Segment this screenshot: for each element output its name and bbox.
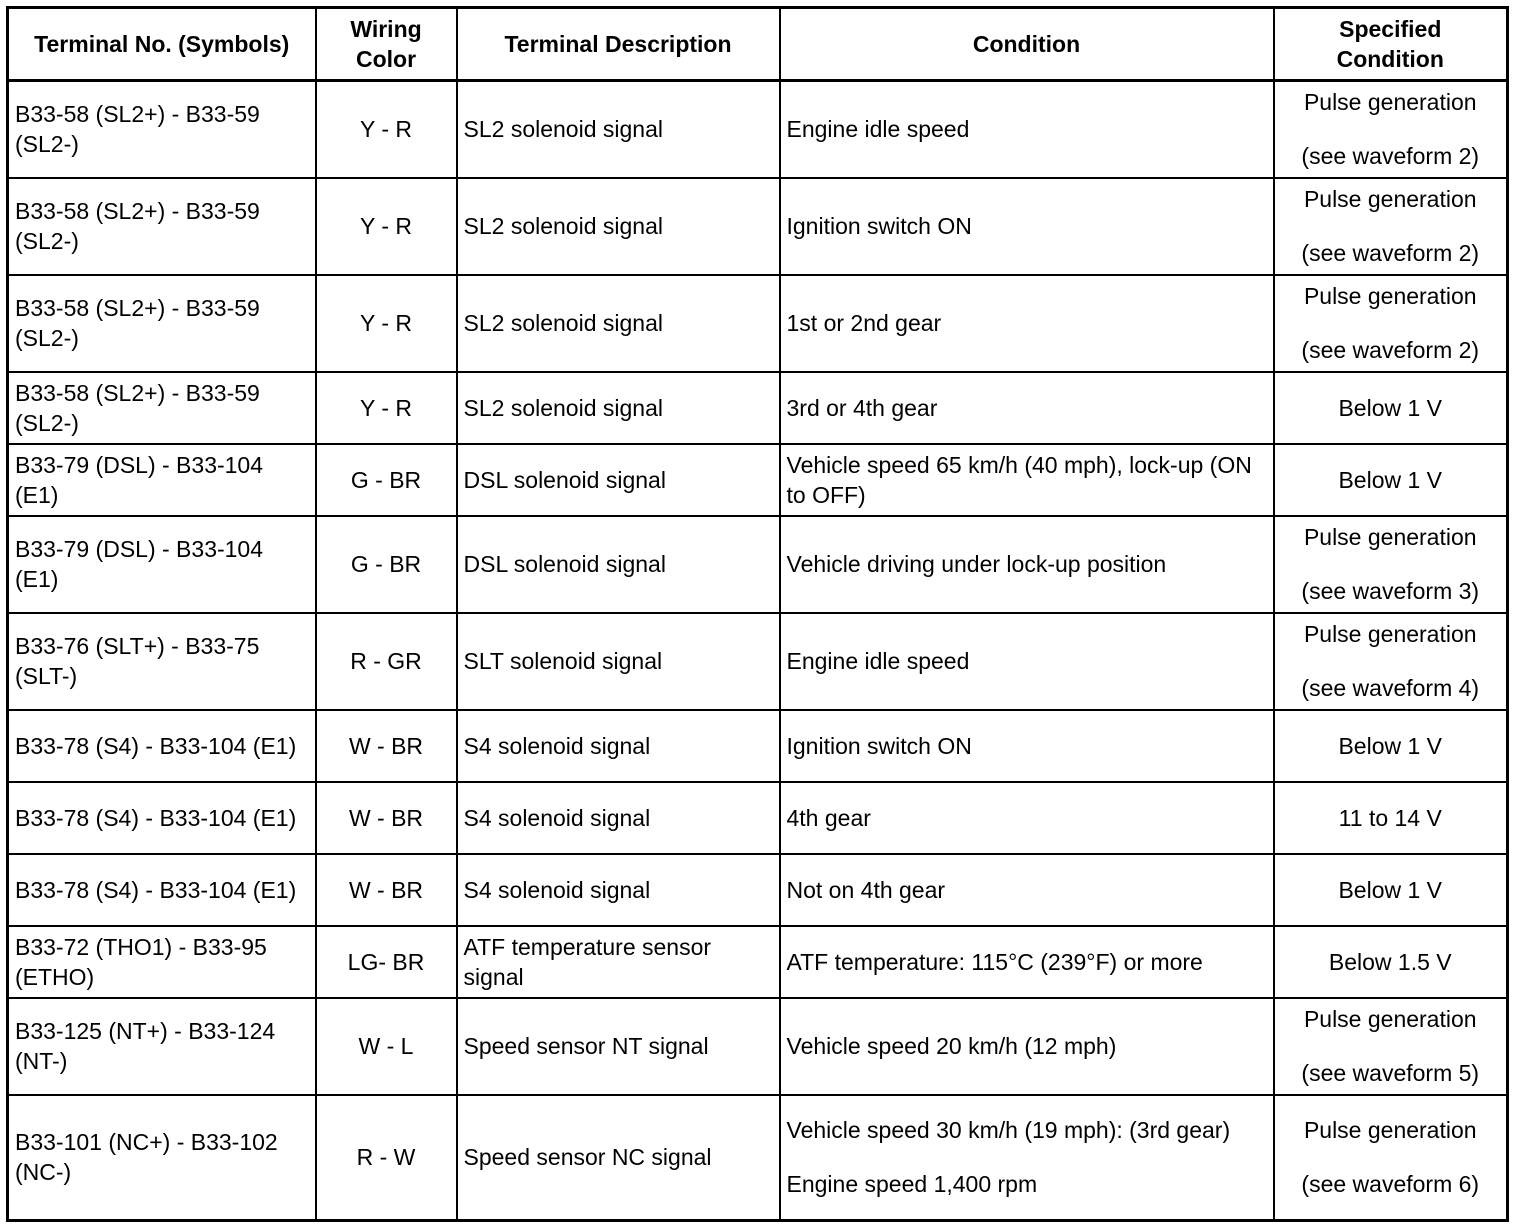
cell-wiring-color: W - BR (316, 782, 457, 854)
cell-terminal: B33-58 (SL2+) - B33-59 (SL2-) (8, 275, 316, 372)
cell-description: Speed sensor NC signal (457, 1095, 780, 1221)
spec-line1: Pulse generation (1303, 621, 1477, 647)
spec-line1: Pulse generation (1303, 89, 1477, 116)
cell-condition (780, 1095, 1274, 1221)
spec-line2: (see waveform 4) (1301, 675, 1480, 701)
cell-specified: Below 1.5 V (1274, 926, 1508, 998)
table-row (8, 710, 1508, 782)
cell-condition: Not on 4th gear (780, 854, 1274, 926)
cell-specified: Below 1 V (1274, 372, 1508, 444)
cell-specified (1274, 998, 1508, 1095)
cell-wiring-color: W - BR (316, 710, 457, 782)
cell-terminal: B33-72 (THO1) - B33-95 (ETHO) (8, 926, 316, 998)
header-terminal: Terminal No. (Symbols) (8, 8, 316, 81)
cell-terminal: B33-125 (NT+) - B33-124 (NT-) (8, 998, 316, 1095)
cell-specified (1274, 1095, 1508, 1221)
header-wiring-color-line2: Color (355, 46, 417, 72)
cell-description: S4 solenoid signal (457, 710, 780, 782)
table-row (8, 1095, 1508, 1221)
spec-line2: (see waveform 2) (1301, 337, 1480, 363)
table-row (8, 444, 1508, 516)
cell-terminal: B33-78 (S4) - B33-104 (E1) (8, 854, 316, 926)
cell-condition: 1st or 2nd gear (780, 275, 1274, 372)
cell-description: DSL solenoid signal (457, 444, 780, 516)
condition-line1: Vehicle speed 30 km/h (19 mph): (3rd gear) (786, 1117, 1231, 1144)
cell-specified (1274, 81, 1508, 178)
table-row (8, 613, 1508, 710)
cell-terminal: B33-79 (DSL) - B33-104 (E1) (8, 444, 316, 516)
spec-line2: (see waveform 6) (1301, 1171, 1480, 1198)
table-row (8, 516, 1508, 613)
table-row (8, 178, 1508, 275)
cell-terminal: B33-78 (S4) - B33-104 (E1) (8, 710, 316, 782)
cell-description: SLT solenoid signal (457, 613, 780, 710)
cell-description: S4 solenoid signal (457, 854, 780, 926)
cell-condition: Vehicle speed 20 km/h (12 mph) (780, 998, 1274, 1095)
cell-condition: Ignition switch ON (780, 178, 1274, 275)
cell-wiring-color: W - BR (316, 854, 457, 926)
header-wiring-color (316, 8, 457, 81)
cell-terminal: B33-58 (SL2+) - B33-59 (SL2-) (8, 178, 316, 275)
cell-specified (1274, 613, 1508, 710)
table-row (8, 275, 1508, 372)
cell-terminal: B33-79 (DSL) - B33-104 (E1) (8, 516, 316, 613)
spec-line2: (see waveform 5) (1301, 1060, 1480, 1086)
cell-specified: 11 to 14 V (1274, 782, 1508, 854)
cell-condition: 3rd or 4th gear (780, 372, 1274, 444)
header-specified-line2: Condition (1336, 46, 1444, 72)
cell-description: S4 solenoid signal (457, 782, 780, 854)
cell-condition: ATF temperature: 115°C (239°F) or more (780, 926, 1274, 998)
header-specified-condition (1274, 8, 1508, 81)
cell-wiring-color: Y - R (316, 81, 457, 178)
spec-line1: Pulse generation (1303, 283, 1477, 309)
table-row (8, 81, 1508, 178)
cell-terminal: B33-58 (SL2+) - B33-59 (SL2-) (8, 372, 316, 444)
cell-wiring-color: LG- BR (316, 926, 457, 998)
cell-condition: Engine idle speed (780, 81, 1274, 178)
cell-wiring-color: W - L (316, 998, 457, 1095)
spec-line1: Pulse generation (1303, 1006, 1477, 1032)
spec-line2: (see waveform 2) (1301, 143, 1480, 170)
spec-line1: Pulse generation (1303, 524, 1477, 550)
cell-wiring-color: R - GR (316, 613, 457, 710)
cell-description: ATF temperature sensor signal (457, 926, 780, 998)
table-row (8, 854, 1508, 926)
terminal-spec-table (6, 6, 1509, 1222)
cell-specified (1274, 275, 1508, 372)
cell-description: SL2 solenoid signal (457, 275, 780, 372)
cell-description: SL2 solenoid signal (457, 372, 780, 444)
cell-description: DSL solenoid signal (457, 516, 780, 613)
cell-description: Speed sensor NT signal (457, 998, 780, 1095)
table-row (8, 782, 1508, 854)
cell-wiring-color: Y - R (316, 178, 457, 275)
cell-condition: Vehicle driving under lock-up position (780, 516, 1274, 613)
cell-specified: Below 1 V (1274, 444, 1508, 516)
cell-wiring-color: Y - R (316, 372, 457, 444)
spec-line2: (see waveform 2) (1301, 240, 1480, 266)
header-specified-line1: Specified (1339, 16, 1442, 42)
header-wiring-color-line1: Wiring (350, 16, 422, 42)
cell-wiring-color: Y - R (316, 275, 457, 372)
table-row (8, 998, 1508, 1095)
cell-terminal: B33-58 (SL2+) - B33-59 (SL2-) (8, 81, 316, 178)
header-terminal-description: Terminal Description (457, 8, 780, 81)
header-condition: Condition (780, 8, 1274, 81)
spec-line1: Pulse generation (1303, 186, 1477, 212)
cell-terminal: B33-78 (S4) - B33-104 (E1) (8, 782, 316, 854)
table-row (8, 372, 1508, 444)
cell-condition: Ignition switch ON (780, 710, 1274, 782)
table-row (8, 926, 1508, 998)
spec-line1: Pulse generation (1303, 1117, 1477, 1144)
table-header-row (8, 8, 1508, 81)
cell-terminal: B33-76 (SLT+) - B33-75 (SLT-) (8, 613, 316, 710)
cell-condition: 4th gear (780, 782, 1274, 854)
cell-wiring-color: G - BR (316, 444, 457, 516)
condition-line2: Engine speed 1,400 rpm (786, 1171, 1038, 1198)
cell-specified: Below 1 V (1274, 854, 1508, 926)
cell-terminal: B33-101 (NC+) - B33-102 (NC-) (8, 1095, 316, 1221)
cell-specified: Below 1 V (1274, 710, 1508, 782)
cell-wiring-color: G - BR (316, 516, 457, 613)
cell-condition: Vehicle speed 65 km/h (40 mph), lock-up (ON to OFF) (780, 444, 1274, 516)
cell-specified (1274, 516, 1508, 613)
cell-wiring-color: R - W (316, 1095, 457, 1221)
spec-line2: (see waveform 3) (1301, 578, 1480, 604)
cell-description: SL2 solenoid signal (457, 81, 780, 178)
cell-description: SL2 solenoid signal (457, 178, 780, 275)
cell-specified (1274, 178, 1508, 275)
cell-condition: Engine idle speed (780, 613, 1274, 710)
